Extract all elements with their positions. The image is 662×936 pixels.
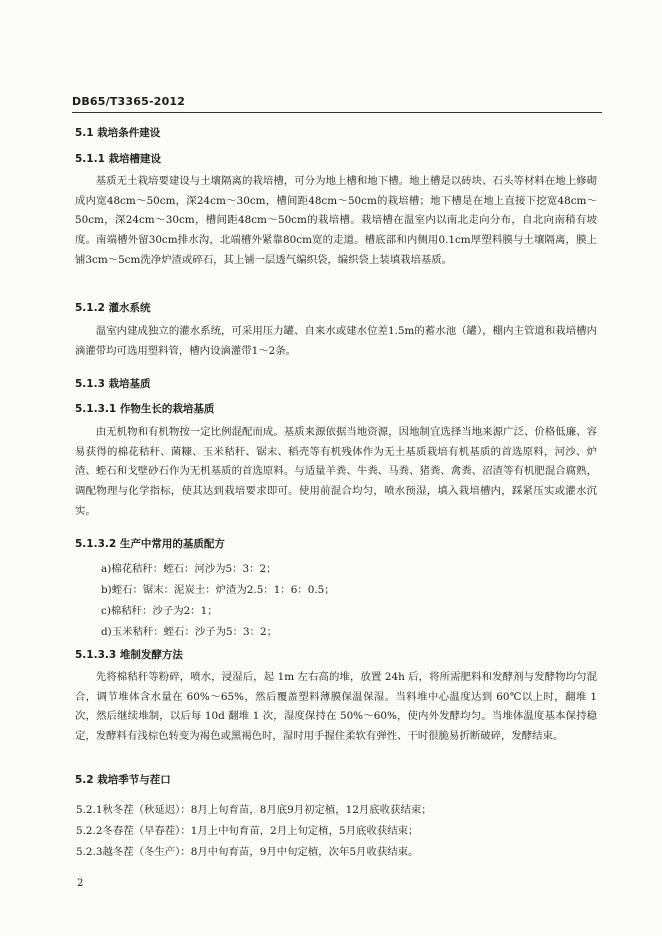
- formula-item: d)玉米秸秆：蛭石：沙子为5：3：2；: [101, 626, 278, 638]
- heading-5-1-3-2: 5.1.3.2 生产中常用的基质配方: [75, 538, 225, 550]
- paragraph-cultivation-trough: 基质无土栽培要建设与土壤隔离的栽培槽，可分为地上槽和地下槽。地上槽是以砖块、石头等材料在地上修砌成内宽48cm～50cm，深24cm～30cm，槽间距48cm～50cm的栽培槽；地下槽是在地上直接下挖宽48cm～50cm，深24cm～30cm，槽间距48cm～50cm的栽培槽。栽培槽在温室内以南北走向分布，自北向南稍有坡度。南端槽外留30cm排水沟，北端槽外紧靠80cm宽的走道。槽底部和内侧用0.1cm厚塑料膜与土壤隔离，膜上铺3cm～5cm洗净炉渣或碎石，其上铺一层透气编织袋，编织袋上装填栽培基质。: [75, 175, 597, 266]
- document-code: DB65/T3365-2012: [72, 95, 186, 108]
- heading-5-1-3-3: 5.1.3.3 堆制发酵方法: [75, 649, 183, 661]
- heading-5-1-3-1: 5.1.3.1 作物生长的栽培基质: [75, 403, 215, 415]
- paragraph-fermentation-method: 先将棉秸秆等粉碎，喷水，浸湿后，起 1m 左右高的堆，放置 24h 后，将所需肥料和发酵剂与发酵物均匀混合，调节堆体含水量在 60%～65%，然后覆盖塑料薄膜保温保湿。当料堆中心温度达到 60℃以上时，翻堆 1 次，然后继续堆制，以后每 10d 翻堆 1 次，湿度保持在 50%～60%，使内外发酵均匀。当堆体温度基本保持稳定，发酵料有浅棕色转变为褐色或黑褐色时，湿时用手握住柔软有弹性、干时很脆易折断破碎，发酵结束。: [75, 671, 597, 743]
- formula-item: a)棉花秸秆：蛭石：河沙为5：3：2；: [101, 563, 277, 575]
- heading-5-1-2: 5.1.2 灌水系统: [75, 302, 151, 314]
- heading-5-1: 5.1 栽培条件建设: [75, 127, 161, 139]
- heading-5-1-1: 5.1.1 栽培槽建设: [75, 153, 162, 165]
- paragraph-irrigation-system: 温室内建成独立的灌水系统，可采用压力罐、自来水或建水位差1.5m的蓄水池（罐），棚内主管道和栽培槽内滴灌带均可选用塑料管，槽内设滴灌带1～2条。: [75, 325, 597, 357]
- paragraph-growing-substrate: 由无机物和有机物按一定比例混配而成。基质来源依据当地资源，因地制宜选择当地来源广泛、价格低廉、容易获得的棉花秸秆、菌糠、玉米秸秆、锯末、稻壳等有机残体作为无土基质栽培有机基质的首选原料，河沙、炉渣、蛭石和戈壁砂石作为无机基质的首选原料。与适量羊粪、牛粪、马粪、猪粪、禽粪、沼渣等有机肥混合腐熟，调配物理与化学指标，使其达到栽培要求即可。使用前混合均匀，喷水预湿，填入栽培槽内，踩紧压实或灌水沉实。: [75, 426, 597, 517]
- heading-5-1-3: 5.1.3 栽培基质: [75, 378, 151, 390]
- formula-item: c)棉秸秆：沙子为2：1；: [101, 605, 218, 617]
- formula-item: b)蛭石：锯末：泥炭土：炉渣为2.5：1：6：0.5；: [101, 584, 335, 596]
- header-rule: [72, 112, 602, 113]
- page-number: 2: [77, 878, 84, 889]
- season-item: 5.2.3越冬茬（冬生产）：8月中旬育苗，9月中旬定植，次年5月收获结束。: [76, 846, 419, 858]
- season-item: 5.2.2冬春茬（早春茬）：1月上中旬育苗，2月上旬定植，5月底收获结束；: [76, 825, 419, 837]
- heading-5-2: 5.2 栽培季节与茬口: [75, 774, 171, 786]
- season-item: 5.2.1秋冬茬（秋延迟）：8月上旬育苗，8月底9月初定植，12月底收获结束；: [76, 804, 432, 816]
